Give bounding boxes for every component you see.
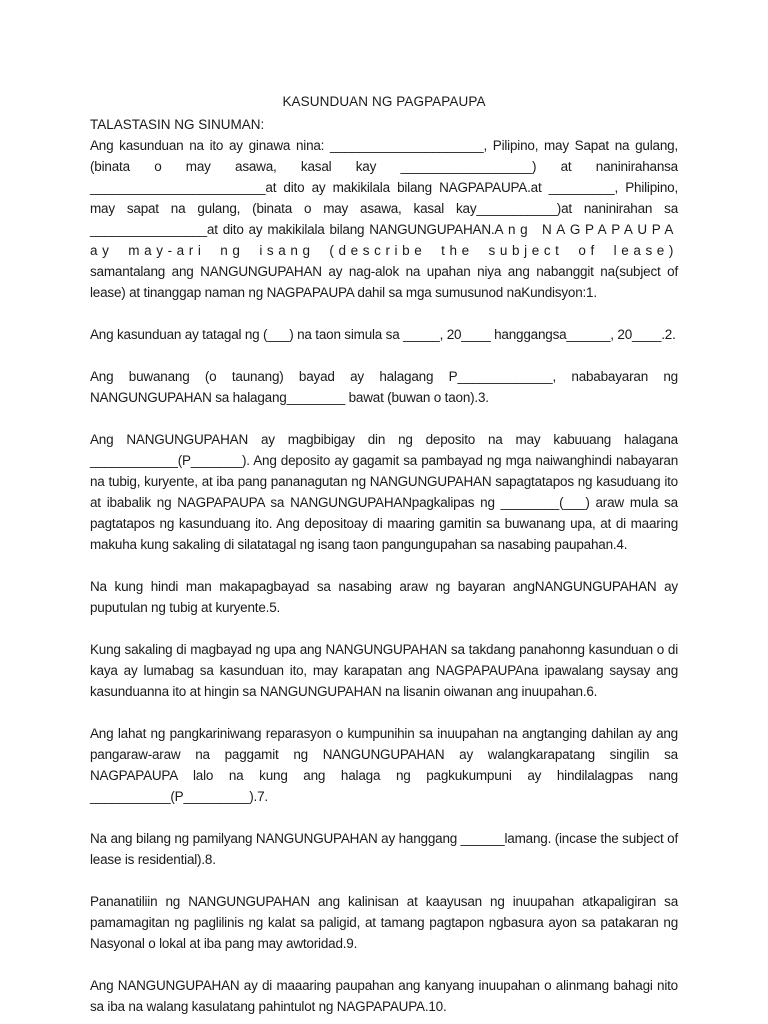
clause-paragraph-4: Ang NANGUNGUPAHAN ay magbibigay din ng deposito na may kabuuang halagana ____________(P_______). Ang deposito ay gagamit sa pambayad ng mga naiwanghindi nabayaran na tubig, kuryente, at iba pang pananagutan ng NANGUNGUPAHAN sapagtatapos ng kasuduang ito at ibabalik ng NAGPAPAUPA sa NANGUNGUPAHANpagkalipas ng ________(___) araw mula sa pagtatapos ng kasunduang ito. Ang depositoay di maaring gamitin sa buwanang upa, at di maaring makuha kung sakaling di silatatagal ng isang taon pangungupahan sa nasabing paupahan.4. xyxy=(90,432,678,552)
clause-paragraph-8: Na ang bilang ng pamilyang NANGUNGUPAHAN ay hanggang ______lamang. (incase the subject of lease is residential).8. xyxy=(90,831,678,867)
intro-part-3: samantalang ang NANGUNGUPAHAN ay nag-alok na upahan niya ang nabanggit na(subject of lease) at tinanggap naman ng NAGPAPAUPA dahil sa mga sumusunod naKundisyon:1. xyxy=(90,264,678,300)
intro-part-1: Ang kasunduan na ito ay ginawa nina: _____________________, Pilipino, may Sapat na gulang, (binata o may asawa, kasal kay __________________) at naninirahansa ________________________at dito ay makikilala bilang NAGPAPAUPA.at _________, Philipino, may sapat na gulang, (binata o may asawa, kasal kay___________)at naninirahan sa ________________at dito ay makikilala bilang NANGUNGUPAHAN. xyxy=(90,138,678,237)
clause-paragraph-2: Ang kasunduan ay tatagal ng (___) na taon simula sa _____, 20____ hanggangsa______, 20____.2. xyxy=(90,327,676,342)
clause-paragraph-5: Na kung hindi man makapagbayad sa nasabing araw ng bayaran angNANGUNGUPAHAN ay puputulan ng tubig at kuryente.5. xyxy=(90,579,678,615)
intro-paragraph xyxy=(90,135,678,303)
document-heading: TALASTASIN NG SINUMAN: xyxy=(90,117,265,132)
clause-paragraph-10: Ang NANGUNGUPAHAN ay di maaaring paupahan ang kanyang inuupahan o alinmang bahagi nito sa iba na walang kasulatang pahintulot ng NAGPAPAUPA.10. xyxy=(90,978,678,1014)
clause-paragraph-6: Kung sakaling di magbayad ng upa ang NANGUNGUPAHAN sa takdang panahonng kasunduan o di kaya ay lumabag sa kasunduan ito, may karapatan ang NAGPAPAUPAna ipawalang saysay ang kasunduanna ito at hingin sa NANGUNGUPAHAN na lisanin oiwanan ang inuupahan.6. xyxy=(90,642,678,699)
clause-paragraph-9: Pananatiliin ng NANGUNGUPAHAN ang kalinisan at kaayusan ng inuupahan atkapaligiran sa pamamagitan ng paglilinis ng kalat sa paligid, at tamang pagtapon ngbasura ayon sa patakaran ng Nasyonal o lokal at iba pang may awtoridad.9. xyxy=(90,894,678,951)
clause-paragraph-7: Ang lahat ng pangkariniwang reparasyon o kumpunihin sa inuupahan na angtanging dahilan ay ang pangaraw-araw na paggamit ng NANGUNGUPAHAN ay walangkarapatang singilin sa NAGPAPAUPA lalo na kung ang halaga ng pagkukumpuni ay hindilalagpas nang ___________(P_________).7. xyxy=(90,726,678,804)
clause-paragraph-3: Ang buwanang (o taunang) bayad ay halagang P_____________, nababayaran ng NANGUNGUPAHAN sa halagang________ bawat (buwan o taon).3. xyxy=(90,369,678,405)
intro-part-2: Ang NAGPAPAUPA ay may-ari ng isang (describe the subject of lease) xyxy=(90,222,678,258)
document-title: KASUNDUAN NG PAGPAPAUPA xyxy=(282,94,486,109)
